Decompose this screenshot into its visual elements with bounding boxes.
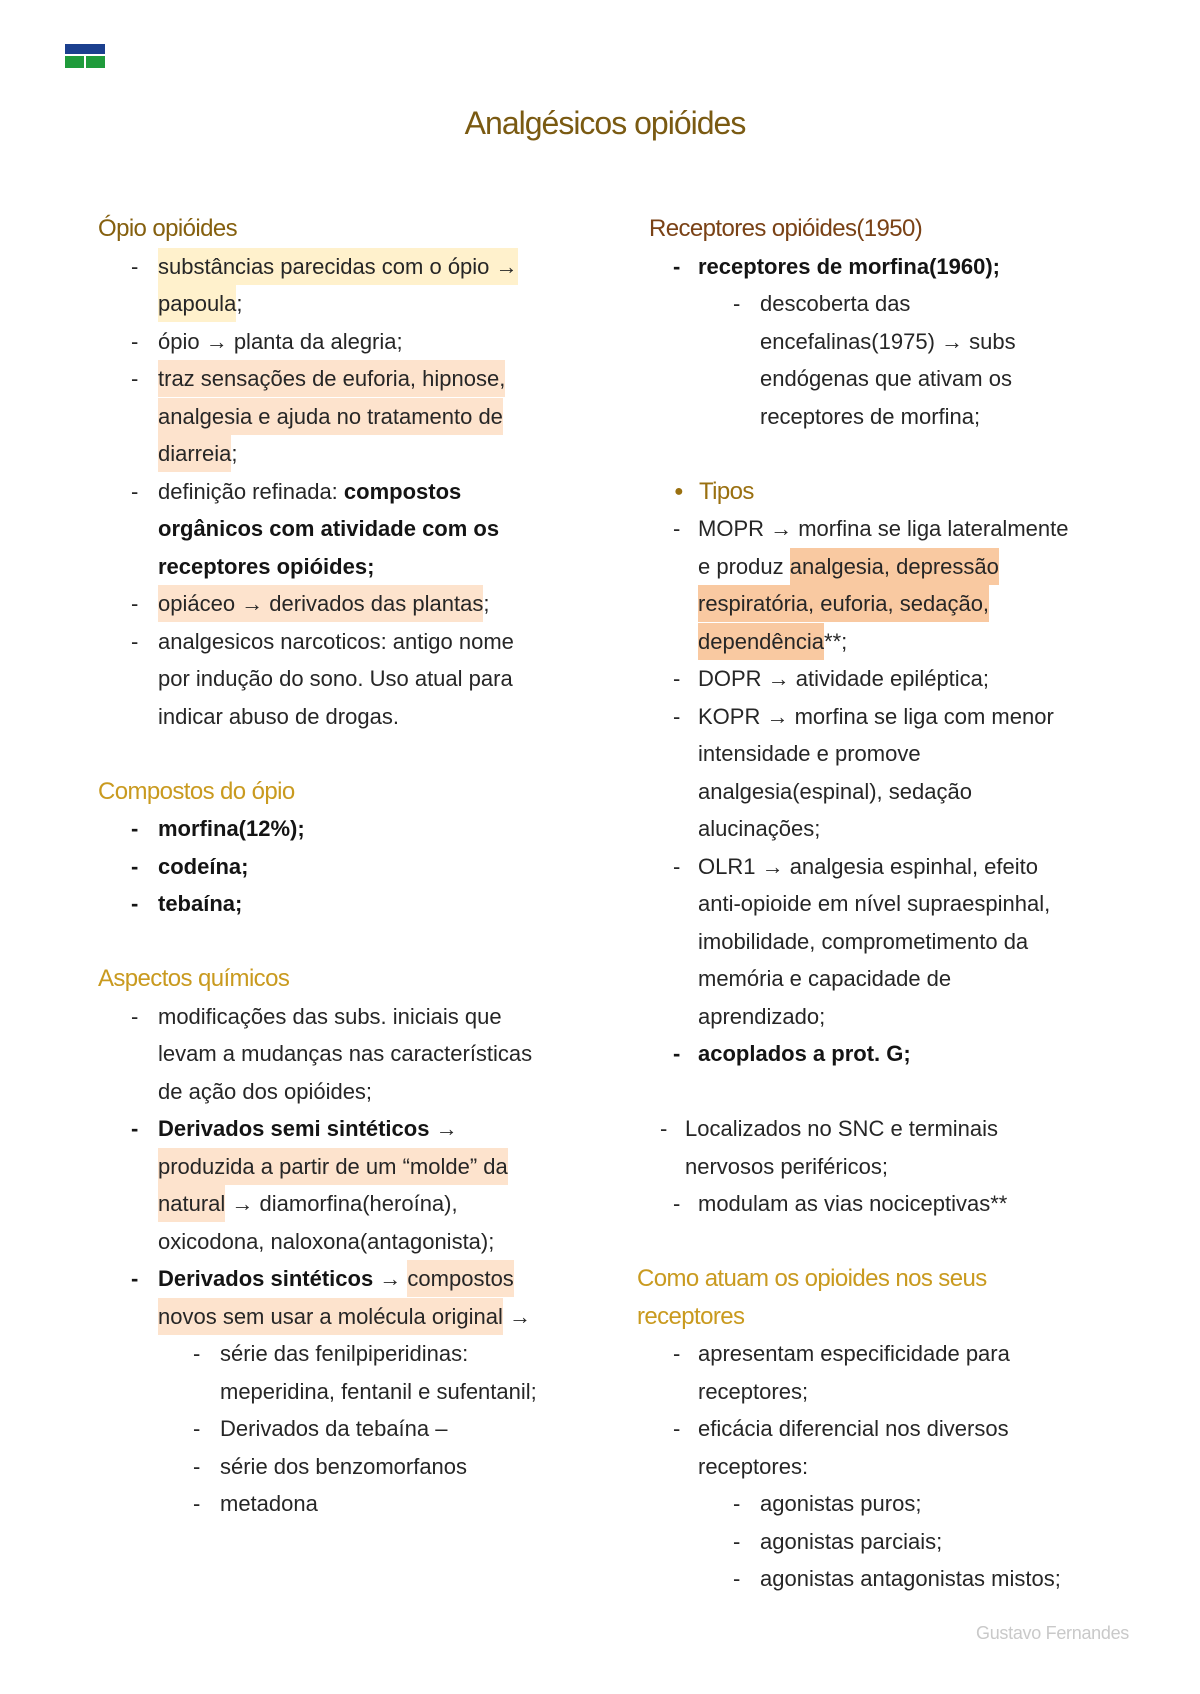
highlighted-text: papoula (158, 285, 236, 322)
highlighted-text: analgesia e ajuda no tratamento de (158, 398, 503, 435)
dash-marker: - (131, 1116, 139, 1141)
dash-marker: - (733, 1528, 741, 1554)
sub-list-item (98, 1448, 618, 1486)
item-text: encefalinas(1975) → subs (760, 328, 1016, 354)
item-text: receptores: (698, 1453, 809, 1479)
item-text: levam a mudanças nas características (158, 1041, 533, 1066)
dash-marker: - (660, 1116, 668, 1141)
dash-marker: - (131, 816, 139, 841)
list-item (98, 1260, 618, 1298)
list-item-line (637, 960, 1182, 998)
item-text: Derivados da tebaína – (220, 1416, 448, 1441)
item-text: meperidina, fentanil e sufentanil; (220, 1378, 537, 1404)
dash-marker: - (131, 628, 139, 654)
item-text: **; (824, 628, 848, 654)
highlighted-text: substâncias parecidas com o ópio → (158, 248, 518, 285)
highlighted-text: diarreia (158, 435, 231, 472)
sub-list-item (637, 1485, 1182, 1523)
sub-list-item (637, 285, 1182, 323)
dash-marker: - (673, 1041, 681, 1066)
highlighted-text: produzida a partir de um “molde” da (158, 1148, 508, 1185)
list-item-line (98, 1298, 618, 1336)
dash-marker: - (733, 1491, 741, 1516)
dash-marker: - (193, 1416, 201, 1441)
list-item-line (637, 585, 1182, 623)
section-heading-como-atuam: Como atuam os opioides nos seus (637, 1265, 987, 1292)
page-title: Analgésicos opióides (464, 105, 746, 141)
item-text: por indução do sono. Uso atual para (158, 666, 513, 691)
item-text: e produz (698, 553, 790, 579)
bold-text: tebaína; (158, 891, 243, 916)
item-text: intensidade e promove (698, 741, 921, 766)
dash-marker: - (193, 1453, 201, 1479)
list-item (637, 698, 1182, 736)
sub-list-item (98, 1410, 618, 1448)
list-item-line (637, 998, 1182, 1036)
item-text: → (502, 1303, 531, 1329)
dash-marker: - (673, 1416, 681, 1441)
item-text: descoberta das (760, 291, 911, 316)
item-text: série das fenilpiperidinas: (220, 1341, 469, 1366)
dash-marker: - (131, 366, 139, 391)
sub-list-item-line (637, 360, 1182, 398)
blank-line (637, 1073, 1182, 1111)
item-text: agonistas puros; (760, 1491, 922, 1516)
list-item-line (637, 923, 1182, 961)
list-item-line (98, 398, 618, 436)
list-item-line (637, 885, 1182, 923)
dash-marker: - (131, 1003, 139, 1029)
item-text: DOPR → atividade epiléptica; (698, 666, 990, 691)
bold-text: morfina(12%); (158, 816, 305, 841)
dash-marker: - (193, 1341, 201, 1366)
list-item (637, 1185, 1182, 1223)
item-text: endógenas que ativam os (760, 366, 1012, 391)
item-text: eficácia diferencial nos diversos (698, 1416, 1009, 1441)
item-text: oxicodona, naloxona(antagonista); (158, 1228, 495, 1254)
sub-list-item (637, 1560, 1182, 1598)
list-item (637, 248, 1182, 286)
item-text: analgesicos narcoticos: antigo nome (158, 628, 514, 654)
dash-marker: - (673, 666, 681, 691)
item-text: aprendizado; (698, 1003, 826, 1029)
list-item (98, 248, 618, 286)
item-text: metadona (220, 1491, 318, 1516)
blank-line (98, 735, 618, 773)
highlighted-text: compostos (407, 1260, 513, 1297)
item-text: agonistas parciais; (760, 1528, 943, 1554)
list-item-line (98, 1073, 618, 1111)
section-heading-receptores: Receptores opióides(1950) (649, 215, 923, 242)
bold-text: codeína; (158, 853, 249, 879)
dash-marker: - (131, 891, 139, 916)
item-text: memória e capacidade de (698, 966, 952, 991)
dash-marker: - (131, 253, 139, 279)
dash-marker: - (673, 703, 681, 729)
list-item-line (98, 435, 618, 473)
sub-list-item (637, 1523, 1182, 1561)
item-text: → (429, 1116, 458, 1141)
heading-text: Tipos (699, 477, 754, 505)
list-item-line (637, 1373, 1182, 1411)
list-item (637, 848, 1182, 886)
item-text: ; (231, 441, 238, 466)
list-item-line (98, 1185, 618, 1223)
list-item (98, 473, 618, 511)
list-item-line (98, 285, 618, 323)
list-item (98, 360, 618, 398)
unb-logo-icon (65, 44, 105, 68)
item-text: Localizados no SNC e terminais (685, 1116, 999, 1141)
item-text: definição refinada: (158, 478, 344, 504)
sub-list-item-line (98, 1373, 618, 1411)
sub-list-item (98, 1335, 618, 1373)
bold-text: acoplados a prot. G; (698, 1041, 911, 1066)
right-column (637, 210, 1182, 1598)
blank-line (637, 1223, 1182, 1261)
item-text: imobilidade, comprometimento da (698, 928, 1029, 954)
bullet-dot-icon: ● (674, 482, 684, 500)
dash-marker: - (733, 1566, 741, 1591)
list-item-line (98, 1035, 618, 1073)
dash-marker: - (193, 1491, 201, 1516)
dash-marker: - (673, 516, 681, 541)
bold-text: orgânicos com atividade com os (158, 516, 500, 541)
dash-marker: - (673, 1191, 681, 1216)
list-item (98, 885, 618, 923)
left-column (98, 210, 618, 1523)
item-text: ; (483, 591, 490, 616)
section-heading-opio: Ópio opióides (98, 215, 237, 242)
item-text: receptores; (698, 1378, 809, 1404)
author-signature: Gustavo Fernandes (976, 1623, 1129, 1643)
list-item (98, 585, 618, 623)
item-text: → (373, 1266, 408, 1291)
list-item (637, 510, 1182, 548)
item-text: OLR1 → analgesia espinhal, efeito (698, 853, 1038, 879)
list-item (98, 623, 618, 661)
sub-list-item-line (637, 323, 1182, 361)
highlighted-text: analgesia, depressão (790, 548, 999, 585)
list-item-line (98, 1223, 618, 1261)
highlighted-text: natural (158, 1185, 225, 1222)
list-item-line (637, 1148, 1182, 1186)
item-text: modulam as vias nociceptivas** (698, 1191, 1008, 1216)
item-text: receptores de morfina; (760, 403, 981, 429)
bold-text: receptores de morfina(1960); (698, 253, 1000, 279)
list-item-line (637, 1448, 1182, 1486)
item-text: analgesia(espinal), sedação (698, 778, 972, 804)
blank-line (637, 435, 1182, 473)
item-text: anti-opioide em nível supraespinhal, (698, 891, 1051, 916)
dash-marker: - (131, 478, 139, 504)
list-item-line (637, 735, 1182, 773)
list-item (637, 660, 1182, 698)
section-heading-aspectos: Aspectos químicos (98, 965, 290, 992)
dash-marker: - (673, 1341, 681, 1366)
list-item (98, 810, 618, 848)
item-text: série dos benzomorfanos (220, 1453, 468, 1479)
list-item-line (637, 548, 1182, 586)
item-text: indicar abuso de drogas. (158, 703, 399, 729)
bold-text: Derivados semi sintéticos (158, 1116, 430, 1141)
list-item-line (98, 660, 618, 698)
sub-list-item (98, 1485, 618, 1523)
bold-text: Derivados sintéticos (158, 1266, 374, 1291)
highlighted-text: opiáceo → derivados das plantas (158, 585, 483, 622)
highlighted-text: dependência (698, 623, 824, 660)
list-item (98, 848, 618, 886)
item-text: agonistas antagonistas mistos; (760, 1566, 1061, 1591)
blank-line (98, 923, 618, 961)
item-text: alucinações; (698, 816, 821, 841)
item-text: → diamorfina(heroína), (225, 1191, 458, 1216)
bold-text: compostos (343, 478, 462, 504)
list-item-line (98, 510, 618, 548)
highlighted-text: traz sensações de euforia, hipnose, (158, 360, 505, 397)
item-text: MOPR → morfina se liga lateralmente (698, 516, 1069, 541)
highlighted-text: respiratória, euforia, sedação, (698, 585, 989, 622)
sub-list-item-line (637, 398, 1182, 436)
list-item (98, 323, 618, 361)
item-text: de ação dos opióides; (158, 1078, 373, 1104)
list-item (637, 1410, 1182, 1448)
dash-marker: - (131, 853, 139, 879)
list-item-line (637, 810, 1182, 848)
list-item-line (637, 623, 1182, 661)
dash-marker: - (131, 1266, 139, 1291)
section-heading-como-atuam-line2: receptores (637, 1302, 745, 1330)
list-item (98, 1110, 618, 1148)
item-text: KOPR → morfina se liga com menor (698, 703, 1054, 729)
dash-marker: - (673, 253, 681, 279)
dash-marker: - (131, 591, 139, 616)
item-text: ; (236, 291, 243, 316)
dash-marker: - (131, 328, 139, 354)
list-item (98, 998, 618, 1036)
item-text: ópio → planta da alegria; (158, 328, 403, 354)
dash-marker: - (733, 291, 741, 316)
list-item-line (98, 1148, 618, 1186)
section-heading-tipos (637, 473, 1182, 511)
dash-marker: - (673, 853, 681, 879)
list-item-line (98, 548, 618, 586)
highlighted-text: novos sem usar a molécula original (158, 1298, 503, 1335)
bold-text: receptores opióides; (158, 553, 375, 579)
section-heading-compostos: Compostos do ópio (98, 777, 295, 805)
list-item-line (637, 773, 1182, 811)
item-text: modificações das subs. iniciais que (158, 1003, 502, 1029)
list-item (637, 1110, 1182, 1148)
list-item (637, 1035, 1182, 1073)
list-item (637, 1335, 1182, 1373)
item-text: apresentam especificidade para (698, 1341, 1010, 1366)
list-item-line (98, 698, 618, 736)
item-text: nervosos periféricos; (685, 1153, 888, 1179)
